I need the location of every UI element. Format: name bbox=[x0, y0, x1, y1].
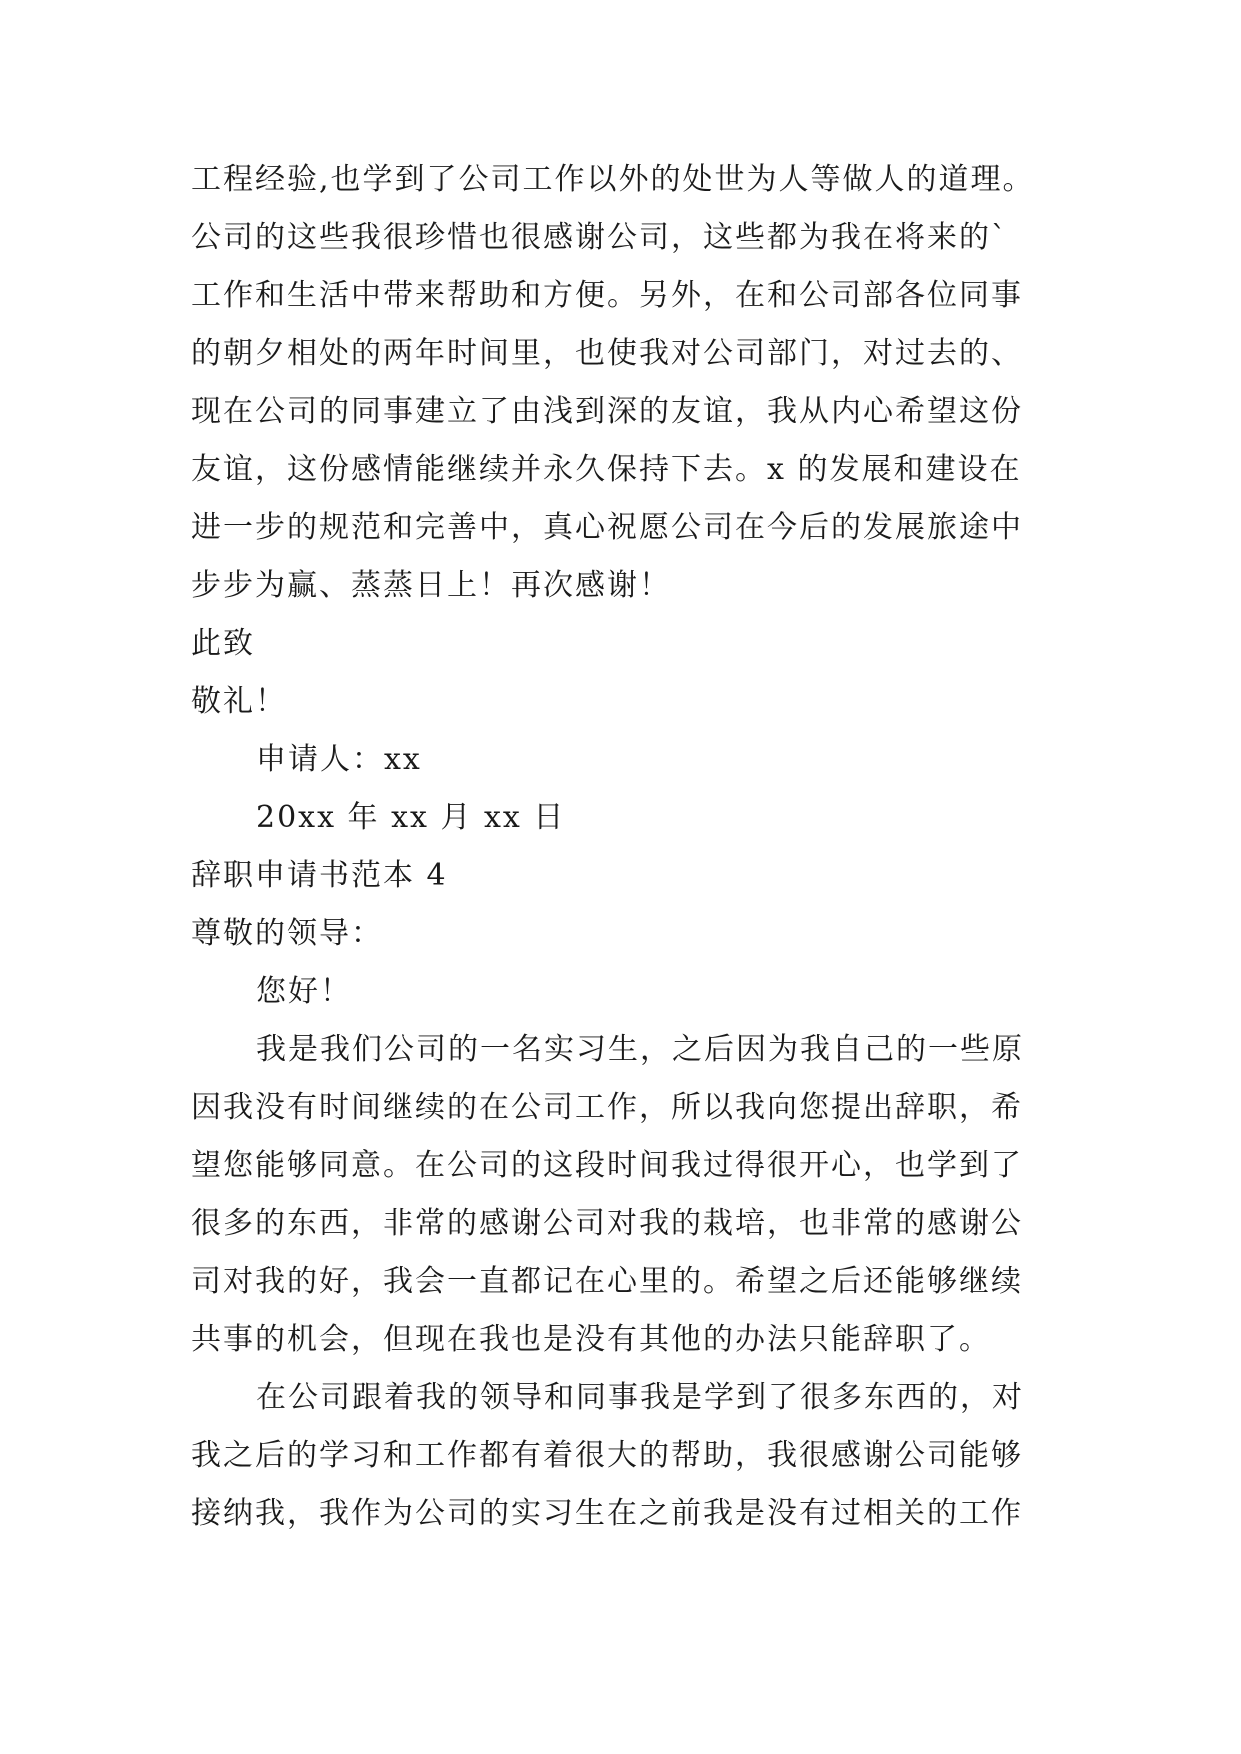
paragraph-line: 的朝夕相处的两年时间里，也使我对公司部门，对过去的、 bbox=[191, 336, 1023, 371]
letter-hello: 您好！ bbox=[256, 974, 352, 1009]
paragraph-line: 在公司跟着我的领导和同事我是学到了很多东西的，对 bbox=[256, 1380, 1024, 1415]
paragraph-line: 我是我们公司的一名实习生，之后因为我自己的一些原 bbox=[256, 1032, 1024, 1067]
paragraph-line: 望您能够同意。在公司的这段时间我过得很开心，也学到了 bbox=[191, 1148, 1023, 1183]
applicant-signature: 申请人：xx bbox=[256, 742, 422, 777]
closing-salutation: 此致 bbox=[191, 626, 255, 661]
paragraph-line: 接纳我，我作为公司的实习生在之前我是没有过相关的工作 bbox=[191, 1496, 1023, 1531]
paragraph-line: 工作和生活中带来帮助和方便。另外，在和公司部各位同事 bbox=[191, 278, 1023, 313]
paragraph-line: 步步为赢、蒸蒸日上！再次感谢！ bbox=[191, 568, 671, 603]
paragraph-line: 进一步的规范和完善中，真心祝愿公司在今后的发展旅途中 bbox=[191, 510, 1023, 545]
signature-date: 20xx 年 xx 月 xx 日 bbox=[256, 800, 566, 835]
paragraph-line: 工程经验,也学到了公司工作以外的处世为人等做人的道理。 bbox=[191, 162, 1035, 197]
paragraph-line: 友谊，这份感情能继续并永久保持下去。x 的发展和建设在 bbox=[191, 452, 1022, 487]
section-title: 辞职申请书范本 4 bbox=[191, 858, 448, 893]
paragraph-line: 公司的这些我很珍惜也很感谢公司，这些都为我在将来的` bbox=[191, 220, 1008, 255]
paragraph-line: 很多的东西，非常的感谢公司对我的栽培，也非常的感谢公 bbox=[191, 1206, 1023, 1241]
paragraph-line: 我之后的学习和工作都有着很大的帮助，我很感谢公司能够 bbox=[191, 1438, 1023, 1473]
closing-regards: 敬礼！ bbox=[191, 684, 287, 719]
paragraph-line: 因我没有时间继续的在公司工作，所以我向您提出辞职，希 bbox=[191, 1090, 1023, 1125]
paragraph-line: 司对我的好，我会一直都记在心里的。希望之后还能够继续 bbox=[191, 1264, 1023, 1299]
paragraph-line: 现在公司的同事建立了由浅到深的友谊，我从内心希望这份 bbox=[191, 394, 1023, 429]
letter-greeting: 尊敬的领导： bbox=[191, 916, 383, 951]
paragraph-line: 共事的机会，但现在我也是没有其他的办法只能辞职了。 bbox=[191, 1322, 991, 1357]
